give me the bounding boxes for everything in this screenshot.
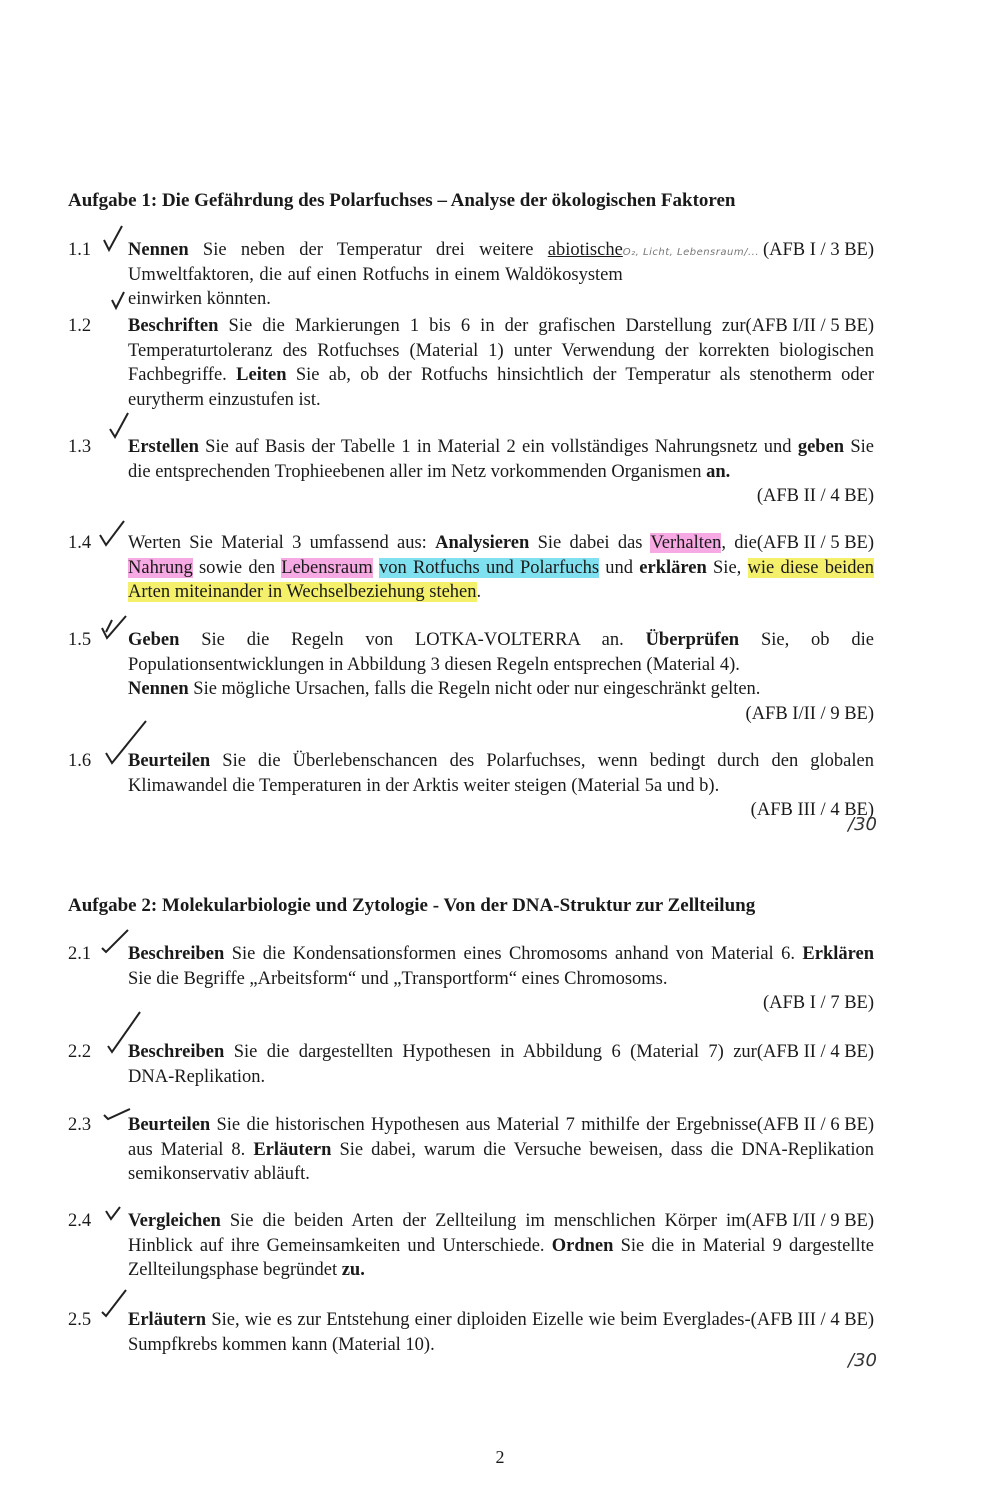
checkmark-icon xyxy=(108,286,148,326)
checkmark-icon xyxy=(104,1012,154,1062)
bold-term: Überprüfen xyxy=(645,630,740,650)
bold-term: Beschriften xyxy=(128,316,219,336)
task-text: (AFB II / 5 BE) Werten Sie Material 3 umfassend aus: Analysieren Sie dabei das Verhalten, die Nahrung sowie den Lebensraum von Rotfuchs und Polarfuchs und erklären Sie, wie diese beiden Arten miteinander in Wechselbeziehung stehen. xyxy=(128,533,875,602)
highlighted-text: wie diese beiden Arten miteinander in Wechselbeziehung stehen xyxy=(128,557,875,602)
afb-label: (AFB III / 4 BE) xyxy=(750,1310,874,1330)
task-1-6 xyxy=(68,749,874,823)
bold-term: Erläutern xyxy=(128,1310,207,1330)
checkmark-icon xyxy=(98,224,138,264)
task-2-1 xyxy=(68,942,874,1016)
handwritten-note: O₂, Licht, Lebensraum/... xyxy=(622,247,759,258)
checkmark-icon xyxy=(104,1205,130,1231)
underlined-term: abiotische xyxy=(547,240,623,260)
task-1-4 xyxy=(68,531,874,605)
task-number: 2.4 xyxy=(68,1211,92,1231)
task-2-5 xyxy=(68,1308,874,1357)
bold-term: an. xyxy=(706,461,731,482)
task-number: 2.3 xyxy=(68,1115,92,1135)
highlighted-text: von Rotfuchs und Polarfuchs xyxy=(378,557,600,578)
highlighted-text: Nahrung xyxy=(128,557,193,578)
task-text: (AFB I/II / 5 BE) Beschriften Sie die Markierungen 1 bis 6 in der grafischen Darstellung zur Temperaturtoleranz des Rotfuchses (Material 1) unter Verwendung der korrekten biologischen Fachbegriffe. Leiten Sie ab, ob der Rotfuchs hinsichtlich der Temperatur als stenotherm oder eurytherm einzustufen ist. xyxy=(128,316,874,410)
task-number: 1.1 xyxy=(68,240,92,260)
afb-label: (AFB I/II / 5 BE) xyxy=(745,316,874,336)
highlighted-text: Lebensraum xyxy=(281,557,373,578)
bold-term: Geben xyxy=(128,630,180,650)
afb-label: (AFB I/II / 9 BE) xyxy=(745,1211,874,1231)
task-2-4 xyxy=(68,1209,874,1283)
bold-term: Beurteilen xyxy=(128,751,211,771)
checkmark-icon xyxy=(100,1288,140,1328)
task-text: Erstellen Sie auf Basis der Tabelle 1 in Material 2 ein vollständiges Nahrungsnetz und geben Sie die entsprechenden Trophieebenen aller im Netz vorkommenden Organismen an. xyxy=(128,437,875,482)
bold-term: Ordnen xyxy=(551,1235,614,1256)
task-number: 1.4 xyxy=(68,533,92,553)
checkmark-icon xyxy=(106,411,146,451)
checkmark-icon xyxy=(98,614,138,654)
task-text-2: Nennen Sie mögliche Ursachen, falls die Regeln nicht oder nur eingeschränkt gelten. xyxy=(128,679,761,699)
bold-term: Erläutern xyxy=(253,1139,332,1160)
section2-heading: Aufgabe 2: Molekularbiologie und Zytologie - Von der DNA-Struktur zur Zellteilung xyxy=(68,895,756,916)
task-text: Beurteilen Sie die Überlebenschancen des Polarfuchses, wenn bedingt durch den globalen Klimawandel die Temperaturen in der Arktis weiter steigen (Material 5a und b). xyxy=(128,751,874,796)
task-2-2 xyxy=(68,1040,874,1089)
bold-term: Analysieren xyxy=(435,533,530,553)
afb-label: (AFB II / 5 BE) xyxy=(756,533,874,553)
bold-term: Leiten xyxy=(236,365,287,385)
bold-term: Vergleichen xyxy=(128,1211,221,1231)
section2-score: /30 xyxy=(848,1350,877,1371)
task-1-5 xyxy=(68,628,874,726)
afb-label: (AFB I/II / 9 BE) xyxy=(745,703,874,724)
afb-label: (AFB I / 7 BE) xyxy=(763,993,874,1013)
task-1-2 xyxy=(68,314,874,412)
afb-label: (AFB I / 3 BE) xyxy=(763,240,874,260)
task-text: (AFB II / 4 BE) Beschreiben Sie die dargestellten Hypothesen in Abbildung 6 (Material 7) zur DNA-Replikation. xyxy=(128,1042,874,1087)
task-1-1 xyxy=(68,238,874,312)
bold-term: Erklären xyxy=(802,944,874,964)
afb-label: (AFB II / 4 BE) xyxy=(756,486,874,506)
task-text: Geben Sie die Regeln von LOTKA-VOLTERRA an. Überprüfen Sie, ob die Populationsentwicklungen in Abbildung 3 diesen Regeln entsprechen (Material 4). xyxy=(128,630,874,675)
task-number: 2.1 xyxy=(68,944,92,964)
task-text: (AFB II / 6 BE) Beurteilen Sie die historischen Hypothesen aus Material 7 mithilfe der Ergebnisse aus Material 8. Erläutern Sie dabei, warum die Versuche beweisen, dass die DNA-Replikation semikonservativ abläuft. xyxy=(128,1115,874,1184)
task-text: (AFB I/II / 9 BE) Vergleichen Sie die beiden Arten der Zellteilung im menschlichen Körper im Hinblick auf ihre Gemeinsamkeiten und Unterschiede. Ordnen Sie die in Material 9 dargestellte Zellteilungsphase begründet zu. xyxy=(128,1211,874,1280)
afb-label: (AFB II / 4 BE) xyxy=(756,1042,874,1062)
checkmark-icon xyxy=(102,721,152,771)
checkmark-icon xyxy=(102,1107,142,1147)
task-text: O₂, Licht, Lebensraum/... (AFB I / 3 BE) Nennen Sie neben der Temperatur drei weitere abiotische Umweltfaktoren, die auf einen Rotfuchs in einem Waldökosystem einwirken könnten. xyxy=(128,240,874,309)
bold-term: geben xyxy=(797,437,845,457)
task-number: 2.5 xyxy=(68,1310,92,1330)
bold-term: Beschreiben xyxy=(128,1042,225,1062)
afb-label: (AFB III / 4 BE) xyxy=(750,800,874,820)
afb-label: (AFB II / 6 BE) xyxy=(756,1115,874,1135)
task-1-3 xyxy=(68,435,874,509)
bold-term: Beschreiben xyxy=(128,944,225,964)
task-text: (AFB III / 4 BE) Erläutern Sie, wie es zur Entstehung einer diploiden Eizelle wie beim Everglades-Sumpfkrebs kommen kann (Material 10). xyxy=(128,1310,874,1355)
checkmark-icon xyxy=(100,928,140,968)
checkmark-icon xyxy=(98,521,138,561)
bold-term: erklären xyxy=(639,557,707,578)
task-number: 1.2 xyxy=(68,316,92,336)
task-text: Beschreiben Sie die Kondensationsformen eines Chromosoms anhand von Material 6. Erklären Sie die Begriffe „Arbeitsform“ und „Transportform“ eines Chromosoms. xyxy=(128,944,874,989)
bold-term: Beurteilen xyxy=(128,1115,211,1135)
task-number: 1.3 xyxy=(68,437,92,457)
section1-heading: Aufgabe 1: Die Gefährdung des Polarfuchses – Analyse der ökologischen Faktoren xyxy=(68,190,736,211)
bold-term: Nennen xyxy=(128,679,189,699)
task-number: 1.6 xyxy=(68,751,92,771)
task-number: 2.2 xyxy=(68,1042,92,1062)
bold-term: Erstellen xyxy=(128,437,199,457)
highlighted-text: Verhalten xyxy=(650,533,722,553)
page-number: 2 xyxy=(495,1447,505,1467)
task-number: 1.5 xyxy=(68,630,92,650)
bold-term: Nennen xyxy=(128,240,189,260)
task-2-3 xyxy=(68,1113,874,1187)
bold-term: zu. xyxy=(341,1260,365,1280)
section1-score: /30 xyxy=(848,814,877,835)
